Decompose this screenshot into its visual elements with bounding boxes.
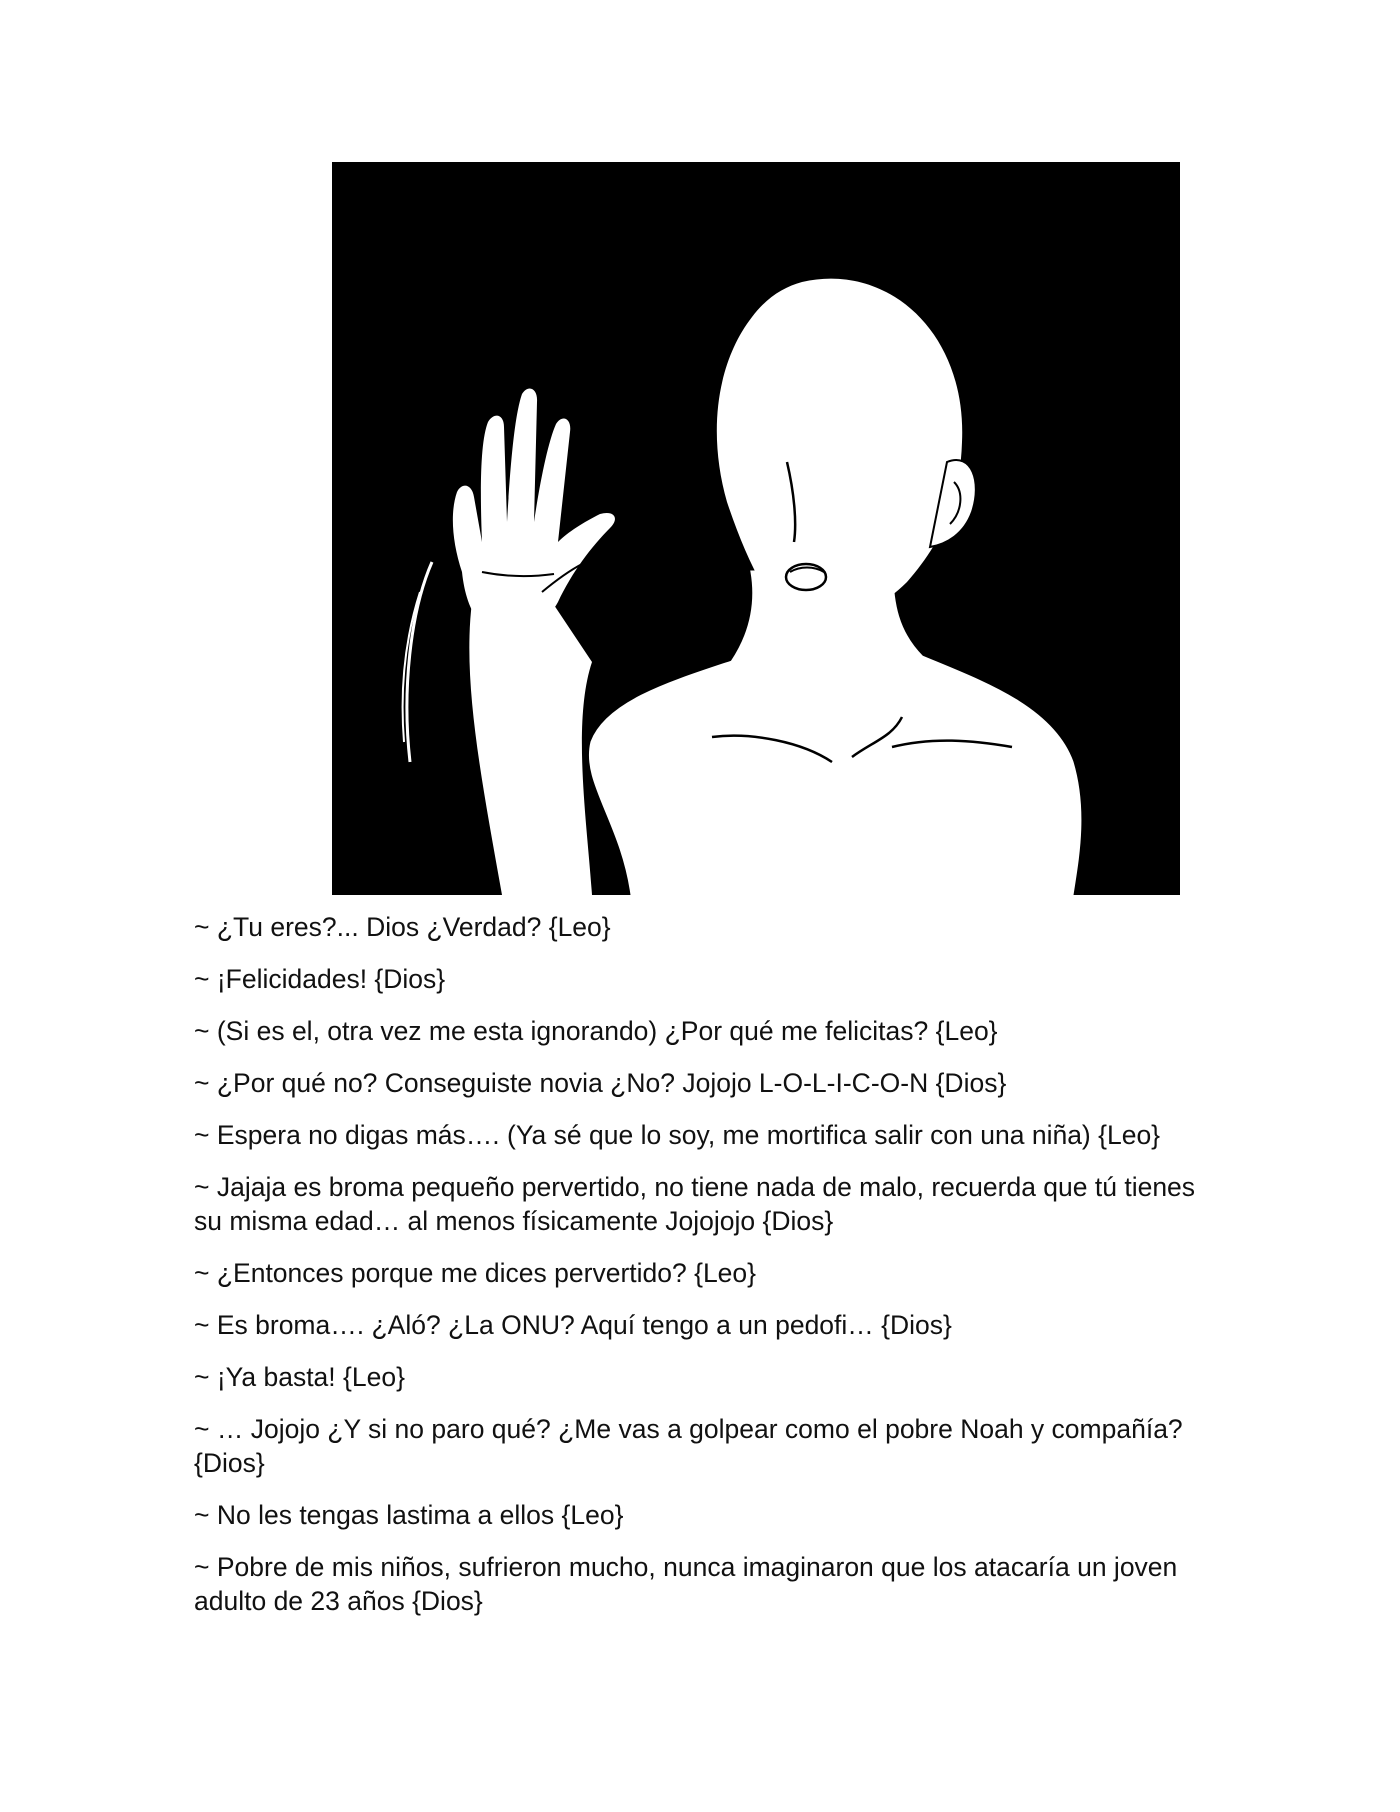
- dialogue-line: ~ ¿Entonces porque me dices pervertido? {Leo}: [194, 1258, 757, 1288]
- dialogue-line: ~ (Si es el, otra vez me esta ignorando) ¿Por qué me felicitas? {Leo}: [194, 1016, 998, 1046]
- dialogue-line: ~ Espera no digas más…. (Ya sé que lo soy, me mortifica salir con una niña) {Leo}: [194, 1120, 1161, 1150]
- faceless-waving-figure-illustration: [332, 162, 1180, 895]
- dialogue-line: ~ Jajaja es broma pequeño pervertido, no tiene nada de malo, recuerda que tú tienes su misma edad… al menos físicamente Jojojojo {Dios}: [194, 1172, 1196, 1236]
- dialogue-line: ~ … Jojojo ¿Y si no paro qué? ¿Me vas a golpear como el pobre Noah y compañía? {Dios}: [194, 1414, 1183, 1478]
- dialogue-list: [194, 910, 1214, 1636]
- dialogue-line: ~ ¿Tu eres?... Dios ¿Verdad? {Leo}: [194, 912, 611, 942]
- dialogue-line: ~ ¿Por qué no? Conseguiste novia ¿No? Jojojo L-O-L-I-C-O-N {Dios}: [194, 1068, 1007, 1098]
- dialogue-line: ~ Pobre de mis niños, sufrieron mucho, nunca imaginaron que los atacaría un joven adulto de 23 años {Dios}: [194, 1552, 1178, 1616]
- dialogue-line: ~ ¡Ya basta! {Leo}: [194, 1362, 405, 1392]
- dialogue-line: ~ Es broma…. ¿Aló? ¿La ONU? Aquí tengo a un pedofi… {Dios}: [194, 1310, 952, 1340]
- dialogue-line: ~ ¡Felicidades! {Dios}: [194, 964, 446, 994]
- dialogue-line: ~ No les tengas lastima a ellos {Leo}: [194, 1500, 624, 1530]
- waving-figure-icon: [332, 162, 1180, 895]
